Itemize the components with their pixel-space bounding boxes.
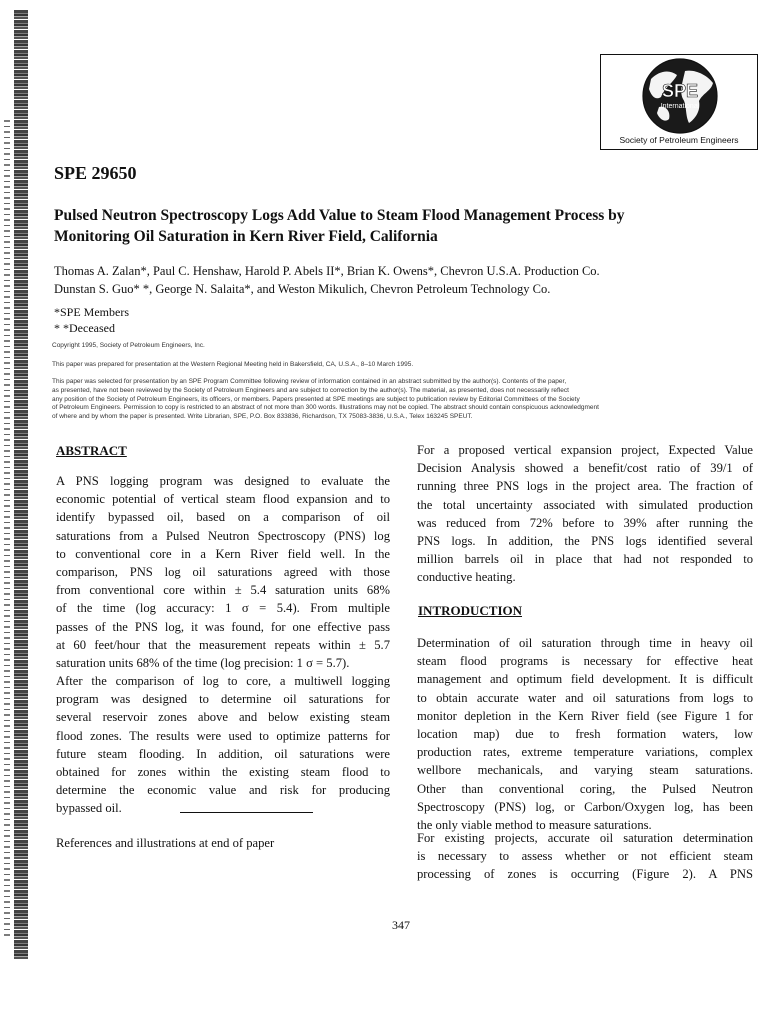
body-line: steam flood programs is necessary for effective heat — [417, 654, 753, 669]
abstract-line: saturation units 68% of the time (log precision: 1 σ = 5.7). — [56, 655, 350, 670]
abstract-line: After the comparison of log to core, a multiwell logging — [56, 674, 390, 688]
author-line: Thomas A. Zalan*, Paul C. Henshaw, Harold P. Abels II*, Brian K. Owens*, Chevron U.S.A. Production Co. — [54, 264, 600, 278]
abstract-line: bypassed oil. — [56, 801, 122, 816]
selection-statement — [52, 378, 599, 422]
body-line: conductive heating. — [417, 570, 516, 585]
right-paragraph-3 — [417, 829, 753, 884]
body-line: production rates, extreme temperature variations, complex — [417, 745, 753, 760]
selection-line: of Petroleum Engineers. Permission to copy is restricted to an abstract of not more than 300 words. Illustrations may not be copied. The abstract should contain conspicuous acknowledgment — [52, 404, 599, 412]
abstract-line: identify bypassed oil, based on a comparison of oil — [56, 510, 390, 525]
body-line: monitor depletion in the Kern River field (see Figure 1 for — [417, 708, 753, 723]
abstract-paragraph — [56, 472, 390, 672]
abstract-line: to conventional core in a Kern River field well. In the — [56, 546, 390, 561]
abstract-line: future steam flooding. In addition, oil saturations were — [56, 746, 390, 761]
author-list — [54, 262, 600, 298]
selection-line: any position of the Society of Petroleum Engineers, its officers, or members. Papers presented at SPE meetings are subject to publication review by Editorial Committees of the Society — [52, 395, 580, 403]
body-line: processing of zones is occurring (Figure 2). A PNS — [417, 867, 753, 882]
body-line: wellbore mechanicals, and varying steam saturations. — [417, 763, 753, 778]
paper-title — [54, 205, 625, 247]
body-line: is necessary to assess whether or not efficient steam — [417, 849, 753, 864]
body-line: For existing projects, accurate oil saturation determination — [417, 831, 753, 845]
footnote-rule — [180, 812, 313, 813]
logo-caption: Society of Petroleum Engineers — [619, 135, 739, 145]
references-note: References and illustrations at end of paper — [56, 836, 275, 850]
selection-line: as presented, have not been reviewed by the Society of Petroleum Engineers and are subject to correction by the author(s). The material, as presented, does not necessarily reflect — [52, 386, 569, 394]
abstract-line: passes of the PNS log, it was found, for one effective pass — [56, 619, 390, 634]
body-line: million barrels oil in place that had not responded to — [417, 552, 753, 567]
body-line: Other than conventional coring, the Pulsed Neutron — [417, 781, 753, 796]
body-line: to obtain accurate water and oil saturations from logs to — [417, 690, 753, 705]
scan-edge-artifact — [0, 0, 36, 1024]
abstract-line: obtained for zones within the existing steam flood to — [56, 764, 390, 779]
title-line: Pulsed Neutron Spectroscopy Logs Add Value to Steam Flood Management Process by — [54, 207, 625, 224]
abstract-line: comparison, PNS log oil saturations agreed with those — [56, 564, 390, 579]
body-line: management and optimum field development. It is difficult — [417, 672, 753, 687]
abstract-line: determine the economic value and risk for producing — [56, 783, 390, 798]
right-paragraph-1 — [417, 441, 753, 587]
author-line: Dunstan S. Guo* *, George N. Salaita*, and Weston Mikulich, Chevron Petroleum Technology Co. — [54, 282, 551, 296]
page-number: 347 — [392, 918, 410, 932]
abstract-line: of the time (log accuracy: 1 σ = 5.4). From multiple — [56, 601, 390, 616]
spe-members-note: *SPE Members — [54, 305, 129, 319]
selection-line: of where and by whom the paper is presented. Write Librarian, SPE, P.O. Box 833836, Richardson, TX 75083-3836, U.S.A., Telex 163245 SPEUT. — [52, 413, 473, 421]
abstract-paragraph-2 — [56, 672, 390, 818]
body-line: Spectroscopy (PNS) log, or Carbon/Oxygen log, has been — [417, 799, 753, 814]
selection-line: This paper was selected for presentation by an SPE Program Committee following review of information contained in an abstract submitted by the author(s). Contents of the paper, — [52, 378, 567, 385]
abstract-heading: ABSTRACT — [56, 443, 127, 458]
copyright-line: Copyright 1995, Society of Petroleum Engineers, Inc. — [52, 342, 205, 349]
abstract-line: several reservoir zones above and below existing steam — [56, 710, 390, 725]
title-line: Monitoring Oil Saturation in Kern River Field, California — [54, 228, 438, 245]
deceased-note: * *Deceased — [54, 321, 115, 335]
logo-letters: SPE — [661, 81, 699, 101]
body-line: the only viable method to measure saturations. — [417, 817, 652, 832]
globe-logo-icon — [607, 57, 753, 135]
spe-logo — [600, 54, 758, 150]
introduction-paragraph — [417, 634, 753, 834]
body-line: Determination of oil saturation through time in heavy oil — [417, 636, 753, 650]
body-line: running three PNS logs in the project area. The fraction of — [417, 479, 753, 494]
body-line: Decision Analysis showed a benefit/cost ratio of 39/1 of — [417, 461, 753, 476]
paper-number: SPE 29650 — [54, 163, 137, 183]
logo-word: International — [660, 103, 700, 110]
introduction-heading: INTRODUCTION — [418, 603, 523, 618]
abstract-line: saturations from a Pulsed Neutron Spectroscopy (PNS) log — [56, 528, 390, 543]
abstract-line: A PNS logging program was designed to evaluate the — [56, 474, 390, 488]
abstract-line: flood zones. The results were used to optimize patterns for — [56, 728, 390, 743]
abstract-line: at 60 feet/hour that the measurement repeats within ± 5.7 — [56, 637, 390, 652]
abstract-line: from conventional core within ± 5.4 saturation units 68% — [56, 583, 390, 598]
body-line: PNS logs. In addition, the PNS logs identified several — [417, 533, 753, 548]
body-line: the total uncertainty associated with simulated production — [417, 497, 753, 512]
abstract-line: program was designed to determine oil saturations for — [56, 692, 390, 707]
abstract-line: economic potential of vertical steam flood expansion and to — [56, 492, 390, 507]
body-line: For a proposed vertical expansion project, Expected Value — [417, 443, 753, 457]
body-line: location map) due to fresh formation waters, low — [417, 726, 753, 741]
body-line: was reduced from 72% before to 39% after running the — [417, 515, 753, 530]
prepared-line: This paper was prepared for presentation at the Western Regional Meeting held in Bakersfield, CA, U.S.A., 8–10 March 1995. — [52, 361, 414, 368]
